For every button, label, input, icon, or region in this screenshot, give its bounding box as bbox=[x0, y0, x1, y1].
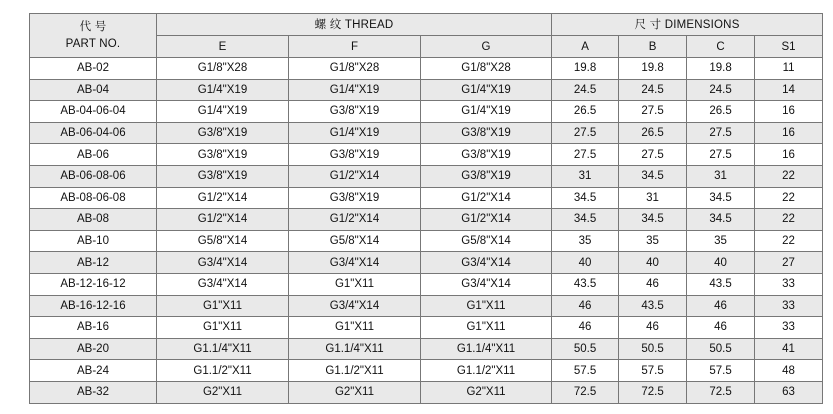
dim-a-cell: 50.5 bbox=[552, 338, 619, 360]
dim-c-cell: 34.5 bbox=[687, 209, 755, 231]
part-number-cell: AB-06-08-06 bbox=[30, 165, 157, 187]
thread-g-cell: G1/4"X19 bbox=[421, 101, 552, 123]
table-row bbox=[30, 273, 823, 295]
header-row-group bbox=[30, 14, 823, 36]
part-number-cell: AB-08-06-08 bbox=[30, 187, 157, 209]
part-number-header-en: PART NO. bbox=[65, 37, 121, 50]
dim-a-cell: 35 bbox=[552, 230, 619, 252]
dim-s1-cell: 16 bbox=[755, 101, 823, 123]
part-number-cell: AB-32 bbox=[30, 381, 157, 403]
thread-e-cell: G2"X11 bbox=[157, 381, 289, 403]
dim-a-cell: 34.5 bbox=[552, 209, 619, 231]
table-body bbox=[30, 58, 823, 404]
thread-g-cell: G3/8"X19 bbox=[421, 165, 552, 187]
dim-s1-cell: 14 bbox=[755, 79, 823, 101]
part-number-cell: AB-12-16-12 bbox=[30, 273, 157, 295]
table-row bbox=[30, 252, 823, 274]
dim-a-cell: 26.5 bbox=[552, 101, 619, 123]
dim-b-cell: 31 bbox=[619, 187, 687, 209]
thread-e-cell: G1/2"X14 bbox=[157, 187, 289, 209]
column-header-f: F bbox=[289, 36, 421, 58]
dim-b-cell: 24.5 bbox=[619, 79, 687, 101]
dim-c-cell: 43.5 bbox=[687, 273, 755, 295]
table-row bbox=[30, 165, 823, 187]
thread-g-cell: G1/2"X14 bbox=[421, 187, 552, 209]
part-number-cell: AB-06 bbox=[30, 144, 157, 166]
thread-e-cell: G3/8"X19 bbox=[157, 165, 289, 187]
dimensions-group-header: 尺 寸 DIMENSIONS bbox=[552, 14, 823, 36]
dim-c-cell: 34.5 bbox=[687, 187, 755, 209]
dim-b-cell: 26.5 bbox=[619, 122, 687, 144]
dim-a-cell: 57.5 bbox=[552, 360, 619, 382]
table-row bbox=[30, 338, 823, 360]
dim-a-cell: 31 bbox=[552, 165, 619, 187]
table-row bbox=[30, 101, 823, 123]
thread-f-cell: G3/8"X19 bbox=[289, 101, 421, 123]
dim-s1-cell: 48 bbox=[755, 360, 823, 382]
thread-g-cell: G3/8"X19 bbox=[421, 122, 552, 144]
dim-b-cell: 34.5 bbox=[619, 209, 687, 231]
table-row bbox=[30, 187, 823, 209]
table-row bbox=[30, 79, 823, 101]
thread-g-cell: G1/2"X14 bbox=[421, 209, 552, 231]
thread-f-cell: G1"X11 bbox=[289, 273, 421, 295]
dim-s1-cell: 16 bbox=[755, 122, 823, 144]
dim-a-cell: 46 bbox=[552, 317, 619, 339]
part-number-cell: AB-16-12-16 bbox=[30, 295, 157, 317]
dim-c-cell: 40 bbox=[687, 252, 755, 274]
thread-g-cell: G3/4"X14 bbox=[421, 273, 552, 295]
dim-a-cell: 46 bbox=[552, 295, 619, 317]
dim-c-cell: 46 bbox=[687, 317, 755, 339]
part-number-cell: AB-04 bbox=[30, 79, 157, 101]
thread-g-cell: G1.1/4"X11 bbox=[421, 338, 552, 360]
part-number-cell: AB-12 bbox=[30, 252, 157, 274]
dim-c-cell: 24.5 bbox=[687, 79, 755, 101]
dim-s1-cell: 41 bbox=[755, 338, 823, 360]
dim-b-cell: 34.5 bbox=[619, 165, 687, 187]
thread-f-cell: G3/8"X19 bbox=[289, 187, 421, 209]
thread-g-cell: G1.1/2"X11 bbox=[421, 360, 552, 382]
thread-g-cell: G1"X11 bbox=[421, 317, 552, 339]
dim-b-cell: 19.8 bbox=[619, 58, 687, 80]
thread-g-cell: G1/8"X28 bbox=[421, 58, 552, 80]
thread-e-cell: G3/4"X14 bbox=[157, 273, 289, 295]
thread-e-cell: G1/4"X19 bbox=[157, 101, 289, 123]
dim-c-cell: 26.5 bbox=[687, 101, 755, 123]
dim-s1-cell: 33 bbox=[755, 317, 823, 339]
thread-e-cell: G3/4"X14 bbox=[157, 252, 289, 274]
dim-a-cell: 27.5 bbox=[552, 122, 619, 144]
dim-s1-cell: 27 bbox=[755, 252, 823, 274]
dim-a-cell: 72.5 bbox=[552, 381, 619, 403]
thread-e-cell: G3/8"X19 bbox=[157, 122, 289, 144]
dim-s1-cell: 22 bbox=[755, 165, 823, 187]
column-header-a: A bbox=[552, 36, 619, 58]
dim-a-cell: 24.5 bbox=[552, 79, 619, 101]
dim-b-cell: 27.5 bbox=[619, 101, 687, 123]
dim-s1-cell: 16 bbox=[755, 144, 823, 166]
thread-f-cell: G2"X11 bbox=[289, 381, 421, 403]
table-row bbox=[30, 230, 823, 252]
dim-s1-cell: 22 bbox=[755, 209, 823, 231]
thread-e-cell: G1/2"X14 bbox=[157, 209, 289, 231]
parts-spec-table bbox=[29, 13, 823, 404]
column-header-s1: S1 bbox=[755, 36, 823, 58]
thread-f-cell: G5/8"X14 bbox=[289, 230, 421, 252]
dim-c-cell: 27.5 bbox=[687, 122, 755, 144]
dim-s1-cell: 22 bbox=[755, 187, 823, 209]
thread-e-cell: G5/8"X14 bbox=[157, 230, 289, 252]
dim-a-cell: 43.5 bbox=[552, 273, 619, 295]
dim-c-cell: 57.5 bbox=[687, 360, 755, 382]
thread-e-cell: G1/8"X28 bbox=[157, 58, 289, 80]
table-row bbox=[30, 122, 823, 144]
dim-a-cell: 40 bbox=[552, 252, 619, 274]
thread-e-cell: G1.1/2"X11 bbox=[157, 360, 289, 382]
dim-a-cell: 27.5 bbox=[552, 144, 619, 166]
dim-c-cell: 35 bbox=[687, 230, 755, 252]
thread-f-cell: G1/2"X14 bbox=[289, 209, 421, 231]
thread-f-cell: G1"X11 bbox=[289, 317, 421, 339]
dim-c-cell: 19.8 bbox=[687, 58, 755, 80]
table-row bbox=[30, 360, 823, 382]
part-number-cell: AB-24 bbox=[30, 360, 157, 382]
thread-g-cell: G1/4"X19 bbox=[421, 79, 552, 101]
thread-f-cell: G3/8"X19 bbox=[289, 144, 421, 166]
dim-b-cell: 43.5 bbox=[619, 295, 687, 317]
column-header-b: B bbox=[619, 36, 687, 58]
thread-g-cell: G3/4"X14 bbox=[421, 252, 552, 274]
dim-c-cell: 31 bbox=[687, 165, 755, 187]
part-number-cell: AB-02 bbox=[30, 58, 157, 80]
dim-c-cell: 46 bbox=[687, 295, 755, 317]
part-number-cell: AB-20 bbox=[30, 338, 157, 360]
thread-e-cell: G1.1/4"X11 bbox=[157, 338, 289, 360]
dim-b-cell: 46 bbox=[619, 273, 687, 295]
dim-b-cell: 57.5 bbox=[619, 360, 687, 382]
thread-f-cell: G1/8"X28 bbox=[289, 58, 421, 80]
thread-f-cell: G1/4"X19 bbox=[289, 122, 421, 144]
table-row bbox=[30, 58, 823, 80]
column-header-c: C bbox=[687, 36, 755, 58]
dim-c-cell: 72.5 bbox=[687, 381, 755, 403]
table-row bbox=[30, 295, 823, 317]
dim-s1-cell: 63 bbox=[755, 381, 823, 403]
thread-f-cell: G1.1/2"X11 bbox=[289, 360, 421, 382]
column-header-e: E bbox=[157, 36, 289, 58]
dim-b-cell: 27.5 bbox=[619, 144, 687, 166]
thread-f-cell: G3/4"X14 bbox=[289, 295, 421, 317]
thread-g-cell: G2"X11 bbox=[421, 381, 552, 403]
thread-g-cell: G3/8"X19 bbox=[421, 144, 552, 166]
part-number-header bbox=[30, 14, 157, 58]
part-number-cell: AB-16 bbox=[30, 317, 157, 339]
dim-b-cell: 46 bbox=[619, 317, 687, 339]
part-number-cell: AB-04-06-04 bbox=[30, 101, 157, 123]
thread-f-cell: G3/4"X14 bbox=[289, 252, 421, 274]
dim-a-cell: 34.5 bbox=[552, 187, 619, 209]
thread-g-cell: G5/8"X14 bbox=[421, 230, 552, 252]
dim-a-cell: 19.8 bbox=[552, 58, 619, 80]
dim-c-cell: 50.5 bbox=[687, 338, 755, 360]
thread-e-cell: G1/4"X19 bbox=[157, 79, 289, 101]
thread-group-header: 螺 纹 THREAD bbox=[157, 14, 552, 36]
dim-b-cell: 72.5 bbox=[619, 381, 687, 403]
dim-s1-cell: 33 bbox=[755, 295, 823, 317]
thread-e-cell: G1"X11 bbox=[157, 317, 289, 339]
dim-s1-cell: 33 bbox=[755, 273, 823, 295]
part-number-cell: AB-10 bbox=[30, 230, 157, 252]
thread-g-cell: G1"X11 bbox=[421, 295, 552, 317]
dim-b-cell: 50.5 bbox=[619, 338, 687, 360]
thread-e-cell: G3/8"X19 bbox=[157, 144, 289, 166]
dim-b-cell: 40 bbox=[619, 252, 687, 274]
column-header-g: G bbox=[421, 36, 552, 58]
table-row bbox=[30, 209, 823, 231]
dim-c-cell: 27.5 bbox=[687, 144, 755, 166]
thread-f-cell: G1/4"X19 bbox=[289, 79, 421, 101]
dim-b-cell: 35 bbox=[619, 230, 687, 252]
thread-f-cell: G1/2"X14 bbox=[289, 165, 421, 187]
table-row bbox=[30, 381, 823, 403]
thread-e-cell: G1"X11 bbox=[157, 295, 289, 317]
thread-f-cell: G1.1/4"X11 bbox=[289, 338, 421, 360]
dim-s1-cell: 11 bbox=[755, 58, 823, 80]
table-row bbox=[30, 144, 823, 166]
part-number-cell: AB-08 bbox=[30, 209, 157, 231]
table-row bbox=[30, 317, 823, 339]
part-number-header-cn: 代 号 bbox=[79, 20, 107, 33]
dim-s1-cell: 22 bbox=[755, 230, 823, 252]
part-number-cell: AB-06-04-06 bbox=[30, 122, 157, 144]
